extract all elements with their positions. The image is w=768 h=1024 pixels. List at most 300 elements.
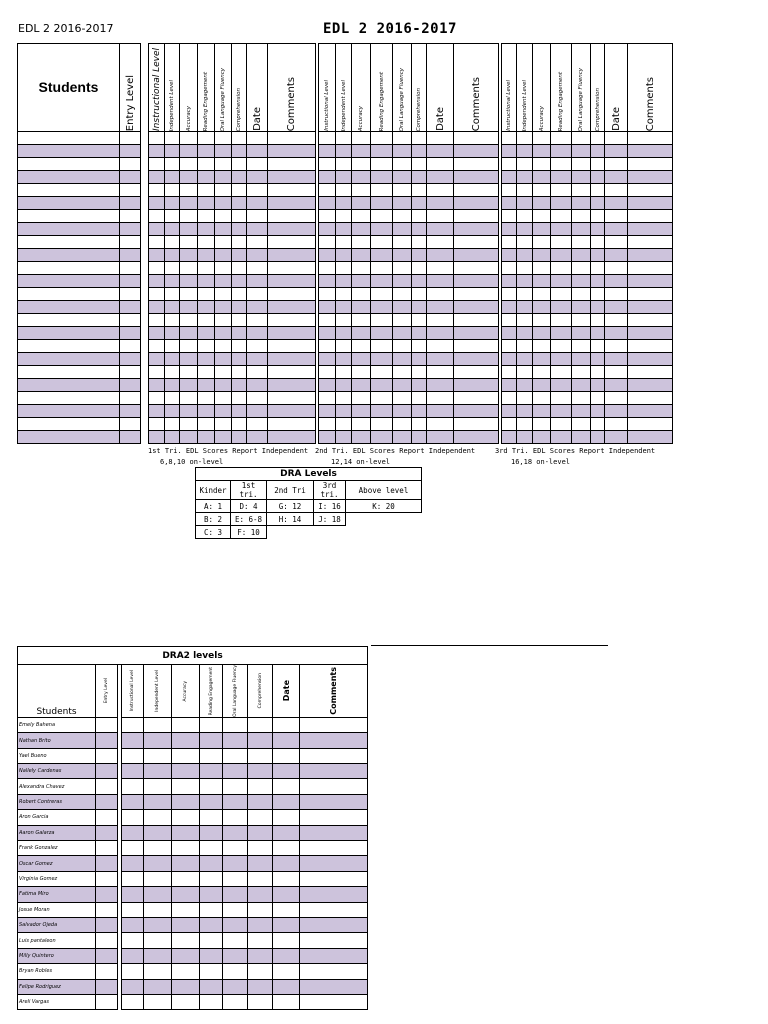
score-cell[interactable] (551, 352, 572, 365)
score-cell[interactable] (247, 378, 268, 391)
score-cell[interactable] (628, 404, 673, 417)
score-cell[interactable] (268, 300, 316, 313)
score-cell[interactable] (273, 748, 300, 763)
score-cell[interactable] (300, 825, 368, 840)
score-cell[interactable] (319, 131, 336, 144)
score-cell[interactable] (336, 183, 352, 196)
score-cell[interactable] (96, 887, 118, 902)
score-cell[interactable] (96, 794, 118, 809)
score-cell[interactable] (149, 209, 165, 222)
score-cell[interactable] (165, 131, 180, 144)
score-cell[interactable] (248, 856, 273, 871)
score-cell[interactable] (572, 183, 591, 196)
score-cell[interactable] (502, 391, 517, 404)
score-cell[interactable] (336, 287, 352, 300)
student-cell[interactable] (18, 352, 120, 365)
score-cell[interactable] (319, 352, 336, 365)
score-cell[interactable] (273, 825, 300, 840)
score-cell[interactable] (605, 196, 628, 209)
score-cell[interactable] (427, 157, 454, 170)
score-cell[interactable] (198, 196, 215, 209)
score-cell[interactable] (551, 300, 572, 313)
score-cell[interactable] (232, 222, 247, 235)
score-cell[interactable] (605, 430, 628, 443)
score-cell[interactable] (200, 964, 223, 979)
score-cell[interactable] (223, 948, 248, 963)
score-cell[interactable] (454, 248, 499, 261)
score-cell[interactable] (517, 196, 533, 209)
score-cell[interactable] (165, 183, 180, 196)
student-cell[interactable] (18, 365, 120, 378)
student-cell[interactable] (18, 391, 120, 404)
score-cell[interactable] (352, 183, 371, 196)
score-cell[interactable] (533, 430, 551, 443)
score-cell[interactable] (273, 948, 300, 963)
score-cell[interactable] (533, 326, 551, 339)
score-cell[interactable] (232, 287, 247, 300)
score-cell[interactable] (427, 183, 454, 196)
score-cell[interactable] (180, 222, 198, 235)
score-cell[interactable] (352, 300, 371, 313)
score-cell[interactable] (371, 404, 393, 417)
score-cell[interactable] (247, 144, 268, 157)
score-cell[interactable] (96, 825, 118, 840)
score-cell[interactable] (247, 235, 268, 248)
score-cell[interactable] (572, 339, 591, 352)
score-cell[interactable] (393, 430, 412, 443)
score-cell[interactable] (144, 748, 172, 763)
score-cell[interactable] (122, 717, 144, 732)
score-cell[interactable] (572, 248, 591, 261)
score-cell[interactable] (172, 794, 200, 809)
score-cell[interactable] (273, 794, 300, 809)
score-cell[interactable] (393, 313, 412, 326)
score-cell[interactable] (319, 287, 336, 300)
score-cell[interactable] (412, 157, 427, 170)
score-cell[interactable] (122, 964, 144, 979)
score-cell[interactable] (533, 131, 551, 144)
score-cell[interactable] (591, 352, 605, 365)
score-cell[interactable] (247, 339, 268, 352)
score-cell[interactable] (371, 300, 393, 313)
score-cell[interactable] (165, 352, 180, 365)
score-cell[interactable] (248, 794, 273, 809)
score-cell[interactable] (371, 313, 393, 326)
score-cell[interactable] (300, 856, 368, 871)
score-cell[interactable] (215, 274, 232, 287)
score-cell[interactable] (427, 391, 454, 404)
score-cell[interactable] (247, 157, 268, 170)
score-cell[interactable] (198, 157, 215, 170)
score-cell[interactable] (336, 222, 352, 235)
score-cell[interactable] (198, 248, 215, 261)
score-cell[interactable] (371, 365, 393, 378)
score-cell[interactable] (180, 144, 198, 157)
score-cell[interactable] (502, 144, 517, 157)
score-cell[interactable] (412, 300, 427, 313)
score-cell[interactable] (200, 841, 223, 856)
score-cell[interactable] (336, 144, 352, 157)
score-cell[interactable] (215, 235, 232, 248)
score-cell[interactable] (215, 339, 232, 352)
score-cell[interactable] (517, 391, 533, 404)
score-cell[interactable] (454, 352, 499, 365)
score-cell[interactable] (533, 235, 551, 248)
score-cell[interactable] (551, 144, 572, 157)
score-cell[interactable] (517, 248, 533, 261)
score-cell[interactable] (247, 391, 268, 404)
score-cell[interactable] (371, 287, 393, 300)
score-cell[interactable] (605, 222, 628, 235)
score-cell[interactable] (336, 326, 352, 339)
score-cell[interactable] (180, 209, 198, 222)
score-cell[interactable] (247, 417, 268, 430)
student-cell[interactable] (18, 339, 120, 352)
score-cell[interactable] (454, 365, 499, 378)
score-cell[interactable] (144, 733, 172, 748)
score-cell[interactable] (300, 748, 368, 763)
score-cell[interactable] (628, 261, 673, 274)
score-cell[interactable] (165, 326, 180, 339)
score-cell[interactable] (200, 902, 223, 917)
score-cell[interactable] (319, 170, 336, 183)
score-cell[interactable] (96, 841, 118, 856)
score-cell[interactable] (300, 902, 368, 917)
score-cell[interactable] (223, 994, 248, 1009)
score-cell[interactable] (605, 131, 628, 144)
score-cell[interactable] (198, 300, 215, 313)
score-cell[interactable] (371, 131, 393, 144)
score-cell[interactable] (120, 131, 141, 144)
score-cell[interactable] (591, 326, 605, 339)
score-cell[interactable] (120, 378, 141, 391)
score-cell[interactable] (412, 183, 427, 196)
score-cell[interactable] (628, 170, 673, 183)
score-cell[interactable] (273, 979, 300, 994)
score-cell[interactable] (223, 979, 248, 994)
score-cell[interactable] (352, 144, 371, 157)
score-cell[interactable] (427, 222, 454, 235)
score-cell[interactable] (248, 887, 273, 902)
score-cell[interactable] (371, 274, 393, 287)
score-cell[interactable] (198, 352, 215, 365)
score-cell[interactable] (268, 430, 316, 443)
score-cell[interactable] (572, 313, 591, 326)
score-cell[interactable] (165, 378, 180, 391)
score-cell[interactable] (551, 287, 572, 300)
score-cell[interactable] (300, 810, 368, 825)
score-cell[interactable] (352, 326, 371, 339)
score-cell[interactable] (628, 222, 673, 235)
score-cell[interactable] (591, 430, 605, 443)
score-cell[interactable] (371, 248, 393, 261)
score-cell[interactable] (352, 131, 371, 144)
score-cell[interactable] (232, 183, 247, 196)
score-cell[interactable] (180, 157, 198, 170)
score-cell[interactable] (551, 183, 572, 196)
score-cell[interactable] (232, 417, 247, 430)
score-cell[interactable] (591, 144, 605, 157)
score-cell[interactable] (412, 222, 427, 235)
score-cell[interactable] (215, 222, 232, 235)
score-cell[interactable] (551, 391, 572, 404)
score-cell[interactable] (551, 222, 572, 235)
score-cell[interactable] (628, 287, 673, 300)
score-cell[interactable] (215, 170, 232, 183)
score-cell[interactable] (412, 430, 427, 443)
score-cell[interactable] (628, 417, 673, 430)
score-cell[interactable] (502, 261, 517, 274)
score-cell[interactable] (198, 326, 215, 339)
score-cell[interactable] (628, 131, 673, 144)
score-cell[interactable] (628, 157, 673, 170)
score-cell[interactable] (144, 902, 172, 917)
score-cell[interactable] (180, 196, 198, 209)
score-cell[interactable] (198, 131, 215, 144)
score-cell[interactable] (96, 856, 118, 871)
score-cell[interactable] (605, 248, 628, 261)
score-cell[interactable] (412, 248, 427, 261)
score-cell[interactable] (223, 764, 248, 779)
score-cell[interactable] (502, 235, 517, 248)
score-cell[interactable] (517, 300, 533, 313)
score-cell[interactable] (120, 144, 141, 157)
score-cell[interactable] (268, 131, 316, 144)
score-cell[interactable] (273, 779, 300, 794)
score-cell[interactable] (268, 235, 316, 248)
score-cell[interactable] (454, 261, 499, 274)
score-cell[interactable] (223, 825, 248, 840)
score-cell[interactable] (572, 378, 591, 391)
score-cell[interactable] (232, 274, 247, 287)
score-cell[interactable] (605, 339, 628, 352)
score-cell[interactable] (180, 287, 198, 300)
score-cell[interactable] (200, 887, 223, 902)
score-cell[interactable] (551, 170, 572, 183)
score-cell[interactable] (551, 326, 572, 339)
student-cell[interactable] (18, 417, 120, 430)
score-cell[interactable] (232, 300, 247, 313)
score-cell[interactable] (352, 339, 371, 352)
score-cell[interactable] (215, 430, 232, 443)
score-cell[interactable] (427, 274, 454, 287)
score-cell[interactable] (393, 209, 412, 222)
score-cell[interactable] (215, 144, 232, 157)
score-cell[interactable] (628, 196, 673, 209)
score-cell[interactable] (149, 404, 165, 417)
score-cell[interactable] (393, 170, 412, 183)
score-cell[interactable] (591, 157, 605, 170)
score-cell[interactable] (165, 430, 180, 443)
score-cell[interactable] (215, 131, 232, 144)
score-cell[interactable] (149, 248, 165, 261)
score-cell[interactable] (319, 326, 336, 339)
score-cell[interactable] (628, 326, 673, 339)
score-cell[interactable] (371, 222, 393, 235)
score-cell[interactable] (232, 131, 247, 144)
score-cell[interactable] (336, 417, 352, 430)
score-cell[interactable] (533, 144, 551, 157)
student-cell[interactable] (18, 183, 120, 196)
score-cell[interactable] (273, 810, 300, 825)
score-cell[interactable] (454, 404, 499, 417)
score-cell[interactable] (591, 209, 605, 222)
score-cell[interactable] (352, 209, 371, 222)
score-cell[interactable] (572, 170, 591, 183)
score-cell[interactable] (336, 313, 352, 326)
score-cell[interactable] (198, 170, 215, 183)
score-cell[interactable] (319, 261, 336, 274)
score-cell[interactable] (172, 871, 200, 886)
score-cell[interactable] (454, 313, 499, 326)
score-cell[interactable] (144, 794, 172, 809)
score-cell[interactable] (605, 183, 628, 196)
score-cell[interactable] (96, 933, 118, 948)
score-cell[interactable] (533, 170, 551, 183)
score-cell[interactable] (371, 378, 393, 391)
score-cell[interactable] (198, 404, 215, 417)
score-cell[interactable] (628, 144, 673, 157)
score-cell[interactable] (273, 871, 300, 886)
score-cell[interactable] (198, 365, 215, 378)
score-cell[interactable] (149, 391, 165, 404)
score-cell[interactable] (273, 733, 300, 748)
score-cell[interactable] (180, 300, 198, 313)
score-cell[interactable] (172, 764, 200, 779)
score-cell[interactable] (268, 170, 316, 183)
score-cell[interactable] (572, 274, 591, 287)
score-cell[interactable] (198, 261, 215, 274)
score-cell[interactable] (319, 157, 336, 170)
score-cell[interactable] (605, 313, 628, 326)
score-cell[interactable] (371, 391, 393, 404)
score-cell[interactable] (454, 131, 499, 144)
score-cell[interactable] (605, 170, 628, 183)
score-cell[interactable] (393, 287, 412, 300)
score-cell[interactable] (165, 261, 180, 274)
score-cell[interactable] (319, 339, 336, 352)
score-cell[interactable] (172, 933, 200, 948)
score-cell[interactable] (502, 209, 517, 222)
score-cell[interactable] (180, 261, 198, 274)
score-cell[interactable] (200, 764, 223, 779)
score-cell[interactable] (393, 248, 412, 261)
score-cell[interactable] (551, 417, 572, 430)
score-cell[interactable] (172, 717, 200, 732)
score-cell[interactable] (96, 717, 118, 732)
score-cell[interactable] (172, 994, 200, 1009)
score-cell[interactable] (172, 902, 200, 917)
score-cell[interactable] (247, 300, 268, 313)
score-cell[interactable] (371, 170, 393, 183)
score-cell[interactable] (247, 209, 268, 222)
score-cell[interactable] (517, 183, 533, 196)
score-cell[interactable] (591, 170, 605, 183)
score-cell[interactable] (319, 313, 336, 326)
score-cell[interactable] (215, 417, 232, 430)
score-cell[interactable] (172, 825, 200, 840)
score-cell[interactable] (165, 144, 180, 157)
score-cell[interactable] (122, 764, 144, 779)
score-cell[interactable] (198, 235, 215, 248)
score-cell[interactable] (454, 170, 499, 183)
score-cell[interactable] (300, 979, 368, 994)
score-cell[interactable] (412, 144, 427, 157)
score-cell[interactable] (572, 417, 591, 430)
score-cell[interactable] (319, 378, 336, 391)
score-cell[interactable] (551, 196, 572, 209)
score-cell[interactable] (371, 209, 393, 222)
score-cell[interactable] (628, 339, 673, 352)
score-cell[interactable] (517, 365, 533, 378)
score-cell[interactable] (551, 235, 572, 248)
score-cell[interactable] (149, 339, 165, 352)
score-cell[interactable] (454, 144, 499, 157)
score-cell[interactable] (393, 131, 412, 144)
score-cell[interactable] (300, 717, 368, 732)
score-cell[interactable] (273, 964, 300, 979)
score-cell[interactable] (533, 248, 551, 261)
score-cell[interactable] (533, 300, 551, 313)
score-cell[interactable] (591, 131, 605, 144)
score-cell[interactable] (454, 222, 499, 235)
score-cell[interactable] (502, 365, 517, 378)
score-cell[interactable] (352, 261, 371, 274)
score-cell[interactable] (215, 378, 232, 391)
score-cell[interactable] (172, 810, 200, 825)
score-cell[interactable] (533, 352, 551, 365)
score-cell[interactable] (605, 352, 628, 365)
score-cell[interactable] (120, 196, 141, 209)
score-cell[interactable] (268, 196, 316, 209)
score-cell[interactable] (427, 235, 454, 248)
score-cell[interactable] (371, 235, 393, 248)
score-cell[interactable] (180, 183, 198, 196)
score-cell[interactable] (165, 274, 180, 287)
score-cell[interactable] (180, 378, 198, 391)
score-cell[interactable] (122, 810, 144, 825)
score-cell[interactable] (172, 841, 200, 856)
score-cell[interactable] (268, 365, 316, 378)
score-cell[interactable] (533, 222, 551, 235)
score-cell[interactable] (336, 391, 352, 404)
score-cell[interactable] (319, 404, 336, 417)
score-cell[interactable] (551, 274, 572, 287)
score-cell[interactable] (120, 339, 141, 352)
score-cell[interactable] (336, 131, 352, 144)
score-cell[interactable] (200, 933, 223, 948)
score-cell[interactable] (273, 994, 300, 1009)
score-cell[interactable] (149, 170, 165, 183)
score-cell[interactable] (268, 274, 316, 287)
score-cell[interactable] (198, 144, 215, 157)
score-cell[interactable] (96, 764, 118, 779)
score-cell[interactable] (198, 391, 215, 404)
score-cell[interactable] (517, 235, 533, 248)
score-cell[interactable] (247, 183, 268, 196)
score-cell[interactable] (268, 261, 316, 274)
score-cell[interactable] (454, 235, 499, 248)
score-cell[interactable] (120, 287, 141, 300)
score-cell[interactable] (427, 352, 454, 365)
score-cell[interactable] (319, 144, 336, 157)
score-cell[interactable] (232, 196, 247, 209)
student-cell[interactable] (18, 209, 120, 222)
score-cell[interactable] (517, 144, 533, 157)
score-cell[interactable] (122, 979, 144, 994)
score-cell[interactable] (300, 887, 368, 902)
score-cell[interactable] (200, 825, 223, 840)
